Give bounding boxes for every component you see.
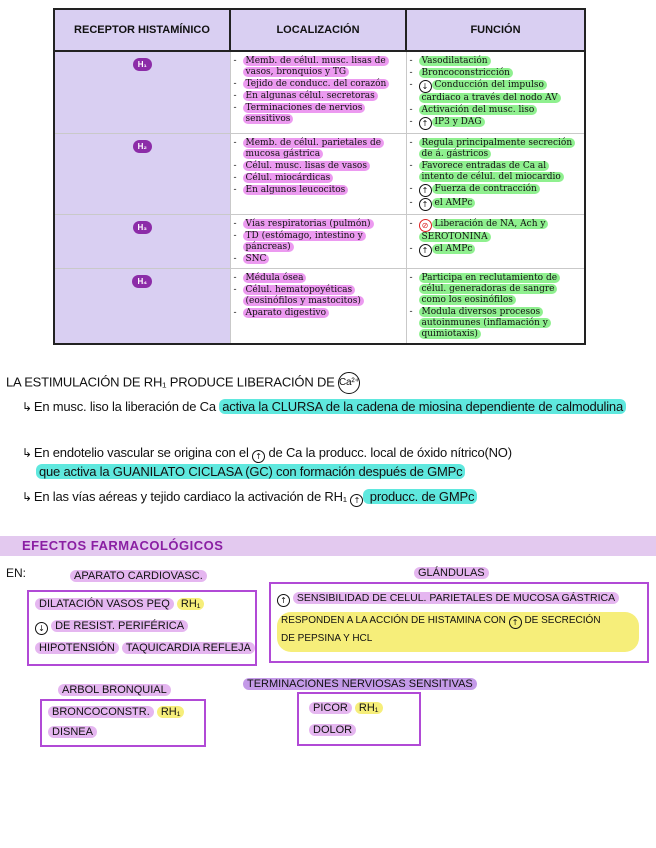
list-item: - Vías respiratorias (pulmón) — [234, 219, 403, 230]
bronquial-bronco: BRONCOCONSTR. RH₁ — [48, 706, 184, 718]
down-arrow-icon: ↓ — [419, 80, 432, 93]
list-item: - Célul. musc. lisas de vasos — [234, 161, 403, 172]
list-item: - Memb. de célul. musc. lisas de vasos, bronquios y TG — [234, 56, 403, 78]
list-item: - Aparato digestivo — [234, 308, 403, 319]
histamine-receptor-table — [53, 8, 586, 345]
list-item: - Memb. de célul. parietales de mucosa gástrica — [234, 138, 403, 160]
cardio-hipot: HIPOTENSIÓN TAQUICARDIA REFLEJA — [35, 642, 255, 654]
branch-arrow-icon: ↳ — [22, 400, 32, 414]
up-arrow-icon: ↑ — [509, 616, 522, 629]
table-row — [54, 51, 585, 134]
list-item: - Terminaciones de nervios sensitivos — [234, 103, 403, 125]
up-arrow-icon: ↑ — [350, 494, 363, 507]
list-item: - SNC — [234, 254, 403, 265]
glandulas-line-1: ↑ SENSIBILIDAD DE CELUL. PARIETALES DE MUCOSA GÁSTRICA — [277, 592, 619, 607]
localizacion-cell — [230, 215, 406, 269]
cardio-dilat: DILATACIÓN VASOS PEQ RH₁ — [35, 598, 204, 610]
cardio-title: APARATO CARDIOVASC. — [70, 570, 207, 582]
rh1-tag: RH₁ — [157, 706, 185, 718]
note-1-highlight: activa la CLURSA de la cadena de miosina dependiente de calmodulina — [219, 399, 626, 414]
table-body — [54, 51, 585, 344]
nerv-picor: PICOR RH₁ — [309, 702, 383, 714]
bronquial-box — [40, 699, 206, 747]
list-item: - ↓ Conducción del impulso cardiaco a través del nodo AV — [410, 80, 582, 104]
list-item: - En algunos leucocitos — [234, 185, 403, 196]
receptor-badge: H₂ — [133, 140, 152, 153]
header-funcion: FUNCIÓN — [406, 9, 585, 51]
note-3-text: En las vías aéreas y tejido cardiaco la activación de RH₁ — [33, 489, 351, 504]
receptor-cell — [54, 51, 230, 134]
up-arrow-icon: ↑ — [419, 184, 432, 197]
list-item: - ↑ el AMPc — [410, 244, 582, 257]
en-label: EN: — [6, 566, 27, 580]
table-row — [54, 134, 585, 215]
note-2-text-b: de Ca la producc. local de óxido nítrico(NO) — [265, 445, 512, 460]
stimulation-heading — [6, 372, 360, 394]
receptor-cell — [54, 215, 230, 269]
glandulas-box — [269, 582, 649, 663]
receptor-badge: H₁ — [133, 58, 152, 71]
list-item: - ⊘ Liberación de NA, Ach y SEROTONINA — [410, 219, 582, 243]
funcion-cell — [406, 51, 585, 134]
note-2-text: En endotelio vascular se origina con el — [33, 445, 253, 460]
receptor-badge: H₄ — [132, 275, 152, 288]
list-item: - Regula principalmente secreción de á. gástricos — [410, 138, 582, 160]
list-item: - Tejido de conducc. del corazón — [234, 79, 403, 90]
nerv-title: TERMINACIONES NERVIOSAS SENSITIVAS — [243, 678, 477, 690]
stimulation-text: LA ESTIMULACIÓN DE RH₁ PRODUCE LIBERACIÓN DE — [6, 374, 335, 390]
list-item: - En algunas célul. secretoras — [234, 91, 403, 102]
rh1-tag: RH₁ — [355, 702, 383, 714]
branch-arrow-icon: ↳ — [22, 446, 32, 460]
funcion-cell — [406, 134, 585, 215]
note-1-text: En musc. liso la liberación de Ca — [33, 399, 220, 414]
note-bullet-3 — [22, 488, 642, 507]
header-receptor: RECEPTOR HISTAMÍNICO — [54, 9, 230, 51]
receptor-badge: H₃ — [133, 221, 152, 234]
receptor-cell — [54, 269, 230, 345]
cardio-resist: ↓ DE RESIST. PERIFÉRICA — [35, 620, 188, 635]
list-item: - Célul. hematopoyéticas (eosinófilos y mastocitos) — [234, 285, 403, 307]
funcion-cell — [406, 269, 585, 345]
list-item: - Célul. miocárdicas — [234, 173, 403, 184]
list-item: - ↑ el AMPc — [410, 198, 582, 211]
nerv-box — [297, 692, 421, 746]
effects-title: EFECTOS FARMACOLÓGICOS — [22, 538, 224, 553]
calcium-ion-circle: Ca²⁺ — [338, 372, 360, 394]
list-item: - Médula ósea — [234, 273, 403, 284]
list-item: - Participa en reclutamiento de célul. generadoras de sangre como los eosinófilos — [410, 273, 582, 306]
bronquial-title: ARBOL BRONQUIAL — [58, 684, 171, 696]
note-3-highlight: producc. de GMPc — [363, 489, 477, 504]
header-localizacion: LOCALIZACIÓN — [230, 9, 406, 51]
list-item: - Favorece entradas de Ca al intento de célul. del miocardio — [410, 161, 582, 183]
up-arrow-icon: ↑ — [252, 450, 265, 463]
list-item: - Broncoconstricción — [410, 68, 582, 79]
rh1-tag: RH₁ — [177, 598, 205, 610]
list-item: - Modula diversos procesos autoinmunes (inflamación y quimiotaxis) — [410, 307, 582, 340]
note-bullet-2 — [22, 444, 652, 481]
table-row — [54, 215, 585, 269]
list-item: - TD (estómago, intestino y páncreas) — [234, 231, 403, 253]
glandulas-line-2: RESPONDEN A LA ACCIÓN DE HISTAMINA CON ↑ DE SECRECIÓN — [281, 615, 601, 627]
down-arrow-icon: ↓ — [35, 622, 48, 635]
cardio-box — [27, 590, 257, 666]
funcion-cell — [406, 215, 585, 269]
nerv-dolor: DOLOR — [309, 724, 356, 736]
up-arrow-icon: ↑ — [419, 198, 432, 211]
up-arrow-icon: ↑ — [277, 594, 290, 607]
up-arrow-icon: ↑ — [419, 117, 432, 130]
localizacion-cell — [230, 51, 406, 134]
glandulas-line-3: DE PEPSINA Y HCL — [281, 633, 373, 644]
up-arrow-icon: ↑ — [419, 244, 432, 257]
list-item: - Vasodilatación — [410, 56, 582, 67]
table-row — [54, 269, 585, 345]
note-2-highlight: que activa la GUANILATO CICLASA (GC) con formación después de GMPc — [36, 464, 465, 479]
list-item: - ↑ Fuerza de contracción — [410, 184, 582, 197]
localizacion-cell — [230, 134, 406, 215]
list-item: - Activación del musc. liso — [410, 105, 582, 116]
note-bullet-1 — [22, 398, 642, 416]
bronquial-disnea: DISNEA — [48, 726, 97, 738]
receptor-cell — [54, 134, 230, 215]
branch-arrow-icon: ↳ — [22, 490, 32, 504]
localizacion-cell — [230, 269, 406, 345]
list-item: - ↑ IP3 y DAG — [410, 117, 582, 130]
glandulas-title: GLÁNDULAS — [414, 567, 489, 579]
inhibit-icon: ⊘ — [419, 219, 432, 232]
